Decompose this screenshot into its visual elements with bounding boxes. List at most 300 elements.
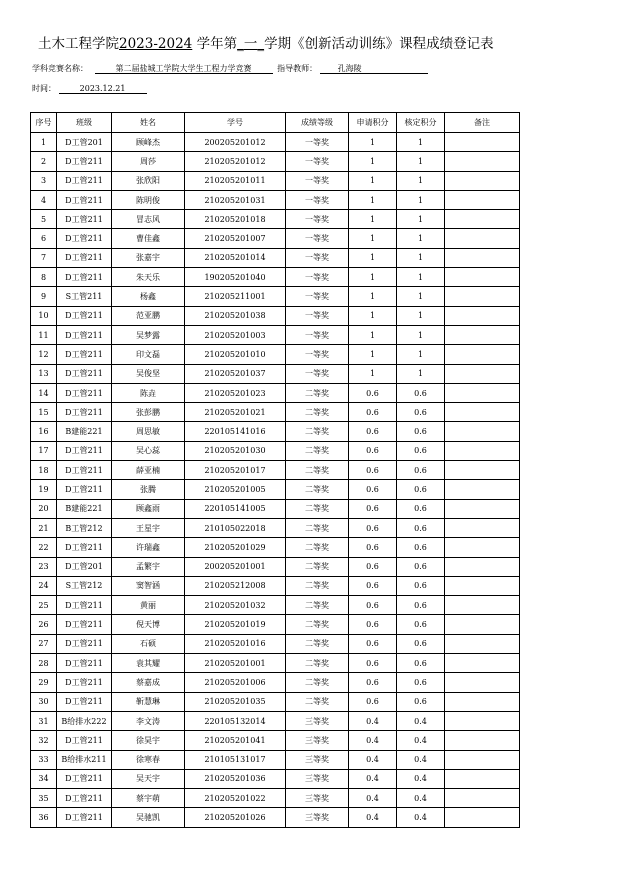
cell-class: D工管211 <box>57 480 112 499</box>
cell-class: D工管211 <box>57 171 112 190</box>
cell-grade: 一等奖 <box>286 287 349 306</box>
cell-class: D工管211 <box>57 210 112 229</box>
col-header-name: 姓名 <box>112 113 185 133</box>
cell-student-id: 210205201036 <box>185 769 286 788</box>
cell-student-id: 200205201012 <box>185 133 286 152</box>
cell-student-id: 210205201011 <box>185 171 286 190</box>
cell-grade: 三等奖 <box>286 731 349 750</box>
table-row <box>31 538 520 557</box>
cell-applied-credit: 1 <box>349 248 397 267</box>
cell-grade: 一等奖 <box>286 306 349 325</box>
table-row <box>31 576 520 595</box>
cell-index: 19 <box>31 480 57 499</box>
cell-remarks <box>445 808 520 827</box>
table-row <box>31 461 520 480</box>
cell-grade: 二等奖 <box>286 480 349 499</box>
cell-remarks <box>445 325 520 344</box>
cell-approved-credit: 0.6 <box>397 596 445 615</box>
cell-student-id: 210205201016 <box>185 634 286 653</box>
cell-student-id: 200205201001 <box>185 557 286 576</box>
cell-remarks <box>445 711 520 730</box>
cell-student-id: 210205201007 <box>185 229 286 248</box>
cell-index: 3 <box>31 171 57 190</box>
cell-class: D工管211 <box>57 383 112 402</box>
cell-student-id: 210205211001 <box>185 287 286 306</box>
title-year: 2023-2024 <box>119 36 193 52</box>
cell-student-id: 210205201041 <box>185 731 286 750</box>
cell-applied-credit: 0.4 <box>349 769 397 788</box>
cell-student-id: 210205201014 <box>185 248 286 267</box>
col-header-approved-credit: 核定积分 <box>397 113 445 133</box>
table-row <box>31 654 520 673</box>
cell-remarks <box>445 634 520 653</box>
cell-grade: 三等奖 <box>286 789 349 808</box>
cell-class: B给排水211 <box>57 750 112 769</box>
cell-applied-credit: 0.6 <box>349 441 397 460</box>
cell-name: 顾峰杰 <box>112 133 185 152</box>
cell-student-id: 210105131017 <box>185 750 286 769</box>
cell-remarks <box>445 441 520 460</box>
cell-remarks <box>445 210 520 229</box>
cell-index: 5 <box>31 210 57 229</box>
cell-applied-credit: 0.6 <box>349 422 397 441</box>
cell-class: D工管211 <box>57 441 112 460</box>
cell-remarks <box>445 248 520 267</box>
cell-name: 吴天宇 <box>112 769 185 788</box>
cell-approved-credit: 0.6 <box>397 461 445 480</box>
cell-applied-credit: 0.6 <box>349 576 397 595</box>
cell-applied-credit: 1 <box>349 210 397 229</box>
cell-grade: 二等奖 <box>286 692 349 711</box>
cell-grade: 一等奖 <box>286 325 349 344</box>
cell-class: B给排水222 <box>57 711 112 730</box>
cell-remarks <box>445 229 520 248</box>
cell-index: 22 <box>31 538 57 557</box>
cell-class: D工管211 <box>57 538 112 557</box>
cell-class: D工管211 <box>57 325 112 344</box>
cell-remarks <box>445 731 520 750</box>
cell-applied-credit: 1 <box>349 152 397 171</box>
cell-name: 曹佳鑫 <box>112 229 185 248</box>
cell-grade: 二等奖 <box>286 403 349 422</box>
cell-approved-credit: 0.6 <box>397 403 445 422</box>
cell-remarks <box>445 306 520 325</box>
cell-index: 18 <box>31 461 57 480</box>
cell-applied-credit: 0.4 <box>349 808 397 827</box>
cell-grade: 一等奖 <box>286 210 349 229</box>
cell-index: 25 <box>31 596 57 615</box>
cell-remarks <box>445 480 520 499</box>
table-row <box>31 306 520 325</box>
cell-approved-credit: 0.6 <box>397 654 445 673</box>
table-row <box>31 634 520 653</box>
table-row <box>31 345 520 364</box>
cell-name: 范亚鹏 <box>112 306 185 325</box>
competition-label: 学科竞赛名称： <box>32 64 88 73</box>
cell-index: 26 <box>31 615 57 634</box>
title-year-suffix: 学年第 <box>196 36 238 52</box>
cell-class: S工管211 <box>57 287 112 306</box>
cell-approved-credit: 1 <box>397 152 445 171</box>
cell-student-id: 220105141016 <box>185 422 286 441</box>
cell-approved-credit: 0.4 <box>397 808 445 827</box>
cell-class: D工管211 <box>57 596 112 615</box>
cell-remarks <box>445 789 520 808</box>
cell-remarks <box>445 190 520 209</box>
page-title <box>38 32 494 52</box>
cell-student-id: 210205201037 <box>185 364 286 383</box>
cell-approved-credit: 0.6 <box>397 673 445 692</box>
cell-name: 蔡嘉成 <box>112 673 185 692</box>
cell-approved-credit: 1 <box>397 229 445 248</box>
cell-grade: 三等奖 <box>286 769 349 788</box>
cell-name: 徐寒春 <box>112 750 185 769</box>
cell-applied-credit: 1 <box>349 190 397 209</box>
cell-class: D工管211 <box>57 268 112 287</box>
cell-index: 21 <box>31 518 57 537</box>
cell-applied-credit: 1 <box>349 364 397 383</box>
table-row <box>31 364 520 383</box>
cell-remarks <box>445 152 520 171</box>
cell-approved-credit: 0.4 <box>397 769 445 788</box>
table-row <box>31 673 520 692</box>
cell-name: 窦智涵 <box>112 576 185 595</box>
cell-student-id: 210205201032 <box>185 596 286 615</box>
cell-applied-credit: 0.6 <box>349 596 397 615</box>
cell-approved-credit: 1 <box>397 210 445 229</box>
cell-index: 33 <box>31 750 57 769</box>
cell-grade: 三等奖 <box>286 711 349 730</box>
cell-index: 12 <box>31 345 57 364</box>
teacher-label: 指导教师： <box>277 64 318 73</box>
cell-student-id: 210205201021 <box>185 403 286 422</box>
table-header-row <box>31 113 520 133</box>
cell-grade: 二等奖 <box>286 557 349 576</box>
cell-name: 周思敏 <box>112 422 185 441</box>
cell-remarks <box>445 268 520 287</box>
cell-index: 9 <box>31 287 57 306</box>
cell-student-id: 210205201012 <box>185 152 286 171</box>
cell-index: 31 <box>31 711 57 730</box>
col-header-applied-credit: 申请积分 <box>349 113 397 133</box>
cell-student-id: 210205201022 <box>185 789 286 808</box>
cell-student-id: 210205201035 <box>185 692 286 711</box>
cell-student-id: 190205201040 <box>185 268 286 287</box>
cell-index: 2 <box>31 152 57 171</box>
cell-grade: 一等奖 <box>286 229 349 248</box>
cell-class: D工管211 <box>57 248 112 267</box>
cell-applied-credit: 1 <box>349 287 397 306</box>
cell-index: 11 <box>31 325 57 344</box>
cell-applied-credit: 0.6 <box>349 673 397 692</box>
cell-class: D工管211 <box>57 306 112 325</box>
table-row <box>31 190 520 209</box>
cell-remarks <box>445 692 520 711</box>
cell-class: D工管211 <box>57 152 112 171</box>
cell-remarks <box>445 403 520 422</box>
cell-name: 朱天乐 <box>112 268 185 287</box>
cell-name: 李文涛 <box>112 711 185 730</box>
cell-student-id: 210205201005 <box>185 480 286 499</box>
cell-remarks <box>445 383 520 402</box>
cell-grade: 一等奖 <box>286 133 349 152</box>
cell-index: 6 <box>31 229 57 248</box>
cell-student-id: 210205201026 <box>185 808 286 827</box>
cell-applied-credit: 1 <box>349 171 397 190</box>
cell-student-id: 210205201029 <box>185 538 286 557</box>
cell-grade: 二等奖 <box>286 576 349 595</box>
cell-student-id: 210205201023 <box>185 383 286 402</box>
cell-index: 14 <box>31 383 57 402</box>
cell-approved-credit: 0.4 <box>397 750 445 769</box>
cell-name: 吴俊坚 <box>112 364 185 383</box>
table-row <box>31 769 520 788</box>
cell-applied-credit: 0.4 <box>349 750 397 769</box>
competition-name: 第二届盐城工学院大学生工程力学竞赛 <box>95 64 273 74</box>
cell-class: D工管211 <box>57 808 112 827</box>
cell-approved-credit: 1 <box>397 364 445 383</box>
cell-applied-credit: 0.6 <box>349 538 397 557</box>
cell-approved-credit: 1 <box>397 325 445 344</box>
cell-approved-credit: 1 <box>397 345 445 364</box>
cell-grade: 二等奖 <box>286 441 349 460</box>
cell-approved-credit: 0.6 <box>397 422 445 441</box>
cell-student-id: 210205201017 <box>185 461 286 480</box>
cell-class: D工管211 <box>57 769 112 788</box>
table-row <box>31 171 520 190</box>
cell-grade: 二等奖 <box>286 634 349 653</box>
cell-name: 袁其耀 <box>112 654 185 673</box>
col-header-student-id: 学号 <box>185 113 286 133</box>
col-header-class: 班级 <box>57 113 112 133</box>
table-row <box>31 383 520 402</box>
cell-remarks <box>445 615 520 634</box>
cell-applied-credit: 1 <box>349 229 397 248</box>
cell-student-id: 210205201031 <box>185 190 286 209</box>
cell-approved-credit: 1 <box>397 268 445 287</box>
cell-index: 35 <box>31 789 57 808</box>
cell-grade: 三等奖 <box>286 808 349 827</box>
cell-student-id: 210205201001 <box>185 654 286 673</box>
time-line <box>32 83 147 94</box>
cell-remarks <box>445 557 520 576</box>
cell-remarks <box>445 538 520 557</box>
cell-grade: 一等奖 <box>286 171 349 190</box>
cell-name: 吴驰凯 <box>112 808 185 827</box>
cell-approved-credit: 0.4 <box>397 789 445 808</box>
cell-student-id: 220105141005 <box>185 499 286 518</box>
cell-remarks <box>445 654 520 673</box>
cell-approved-credit: 0.6 <box>397 441 445 460</box>
grade-table <box>30 112 520 828</box>
table-row <box>31 287 520 306</box>
table-row <box>31 750 520 769</box>
cell-index: 34 <box>31 769 57 788</box>
cell-name: 印文磊 <box>112 345 185 364</box>
cell-index: 20 <box>31 499 57 518</box>
cell-applied-credit: 0.4 <box>349 789 397 808</box>
teacher-name: 孔海陵 <box>320 64 428 74</box>
cell-index: 13 <box>31 364 57 383</box>
cell-index: 16 <box>31 422 57 441</box>
cell-student-id: 210205201019 <box>185 615 286 634</box>
cell-name: 石硕 <box>112 634 185 653</box>
cell-class: D工管211 <box>57 654 112 673</box>
cell-name: 孟繁宇 <box>112 557 185 576</box>
cell-approved-credit: 1 <box>397 248 445 267</box>
cell-index: 10 <box>31 306 57 325</box>
cell-applied-credit: 0.6 <box>349 654 397 673</box>
cell-approved-credit: 1 <box>397 287 445 306</box>
cell-index: 4 <box>31 190 57 209</box>
cell-name: 吴梦露 <box>112 325 185 344</box>
cell-index: 1 <box>31 133 57 152</box>
col-header-index: 序号 <box>31 113 57 133</box>
table-row <box>31 268 520 287</box>
cell-grade: 一等奖 <box>286 364 349 383</box>
cell-applied-credit: 1 <box>349 306 397 325</box>
table-row <box>31 210 520 229</box>
cell-name: 杨鑫 <box>112 287 185 306</box>
cell-grade: 一等奖 <box>286 345 349 364</box>
cell-name: 陈明俊 <box>112 190 185 209</box>
time-label: 时间： <box>32 84 56 93</box>
cell-name: 顾鑫雨 <box>112 499 185 518</box>
cell-grade: 二等奖 <box>286 422 349 441</box>
cell-grade: 二等奖 <box>286 461 349 480</box>
table-row <box>31 403 520 422</box>
table-row <box>31 789 520 808</box>
cell-student-id: 210205212008 <box>185 576 286 595</box>
cell-index: 15 <box>31 403 57 422</box>
cell-student-id: 210205201030 <box>185 441 286 460</box>
cell-name: 王星宇 <box>112 518 185 537</box>
table-row <box>31 518 520 537</box>
cell-class: D工管211 <box>57 190 112 209</box>
cell-name: 黄丽 <box>112 596 185 615</box>
title-term: _一_ <box>237 36 265 52</box>
table-row <box>31 152 520 171</box>
cell-remarks <box>445 518 520 537</box>
cell-class: B工管212 <box>57 518 112 537</box>
cell-applied-credit: 1 <box>349 345 397 364</box>
time-value: 2023.12.21 <box>59 84 147 94</box>
cell-class: D工管211 <box>57 345 112 364</box>
cell-approved-credit: 0.6 <box>397 518 445 537</box>
cell-name: 张嘉宇 <box>112 248 185 267</box>
cell-name: 徐昊宇 <box>112 731 185 750</box>
cell-name: 蔡宇萌 <box>112 789 185 808</box>
cell-remarks <box>445 596 520 615</box>
cell-applied-credit: 0.6 <box>349 615 397 634</box>
cell-applied-credit: 0.6 <box>349 403 397 422</box>
cell-approved-credit: 0.6 <box>397 538 445 557</box>
cell-grade: 一等奖 <box>286 248 349 267</box>
table-row <box>31 248 520 267</box>
cell-applied-credit: 0.6 <box>349 557 397 576</box>
cell-applied-credit: 0.6 <box>349 480 397 499</box>
cell-remarks <box>445 673 520 692</box>
cell-index: 7 <box>31 248 57 267</box>
cell-grade: 二等奖 <box>286 654 349 673</box>
cell-class: D工管211 <box>57 461 112 480</box>
table-row <box>31 692 520 711</box>
table-row <box>31 499 520 518</box>
cell-approved-credit: 0.6 <box>397 615 445 634</box>
cell-remarks <box>445 461 520 480</box>
cell-remarks <box>445 769 520 788</box>
cell-index: 28 <box>31 654 57 673</box>
cell-name: 靳慧琳 <box>112 692 185 711</box>
cell-remarks <box>445 422 520 441</box>
competition-line <box>32 63 428 74</box>
cell-index: 29 <box>31 673 57 692</box>
cell-approved-credit: 0.4 <box>397 731 445 750</box>
cell-name: 张彭鹏 <box>112 403 185 422</box>
table-row <box>31 480 520 499</box>
cell-approved-credit: 0.6 <box>397 480 445 499</box>
table-row <box>31 731 520 750</box>
col-header-remarks: 备注 <box>445 113 520 133</box>
cell-name: 张欣阳 <box>112 171 185 190</box>
cell-grade: 一等奖 <box>286 152 349 171</box>
table-row <box>31 596 520 615</box>
cell-remarks <box>445 750 520 769</box>
cell-applied-credit: 0.6 <box>349 634 397 653</box>
cell-class: D工管211 <box>57 634 112 653</box>
cell-remarks <box>445 499 520 518</box>
table-row <box>31 711 520 730</box>
table-row <box>31 229 520 248</box>
cell-name: 倪天博 <box>112 615 185 634</box>
cell-approved-credit: 0.4 <box>397 711 445 730</box>
cell-applied-credit: 1 <box>349 268 397 287</box>
cell-grade: 二等奖 <box>286 596 349 615</box>
cell-remarks <box>445 171 520 190</box>
cell-grade: 二等奖 <box>286 538 349 557</box>
table-row <box>31 615 520 634</box>
cell-approved-credit: 1 <box>397 306 445 325</box>
cell-grade: 二等奖 <box>286 615 349 634</box>
cell-index: 36 <box>31 808 57 827</box>
cell-remarks <box>445 287 520 306</box>
cell-name: 吴心蕊 <box>112 441 185 460</box>
cell-remarks <box>445 364 520 383</box>
title-college: 土木工程学院 <box>38 36 119 52</box>
cell-class: D工管211 <box>57 789 112 808</box>
cell-applied-credit: 0.6 <box>349 383 397 402</box>
cell-grade: 二等奖 <box>286 673 349 692</box>
cell-class: D工管211 <box>57 403 112 422</box>
cell-applied-credit: 0.6 <box>349 692 397 711</box>
table-row <box>31 441 520 460</box>
cell-applied-credit: 1 <box>349 133 397 152</box>
title-course: 学期《创新活动训练》课程成绩登记表 <box>264 36 494 52</box>
cell-student-id: 220105132014 <box>185 711 286 730</box>
cell-index: 17 <box>31 441 57 460</box>
cell-index: 27 <box>31 634 57 653</box>
cell-student-id: 210205201003 <box>185 325 286 344</box>
cell-index: 23 <box>31 557 57 576</box>
cell-index: 30 <box>31 692 57 711</box>
cell-name: 许瑞鑫 <box>112 538 185 557</box>
cell-name: 陈垚 <box>112 383 185 402</box>
cell-approved-credit: 0.6 <box>397 576 445 595</box>
table-row <box>31 133 520 152</box>
cell-applied-credit: 0.4 <box>349 731 397 750</box>
cell-index: 32 <box>31 731 57 750</box>
cell-class: B建能221 <box>57 499 112 518</box>
